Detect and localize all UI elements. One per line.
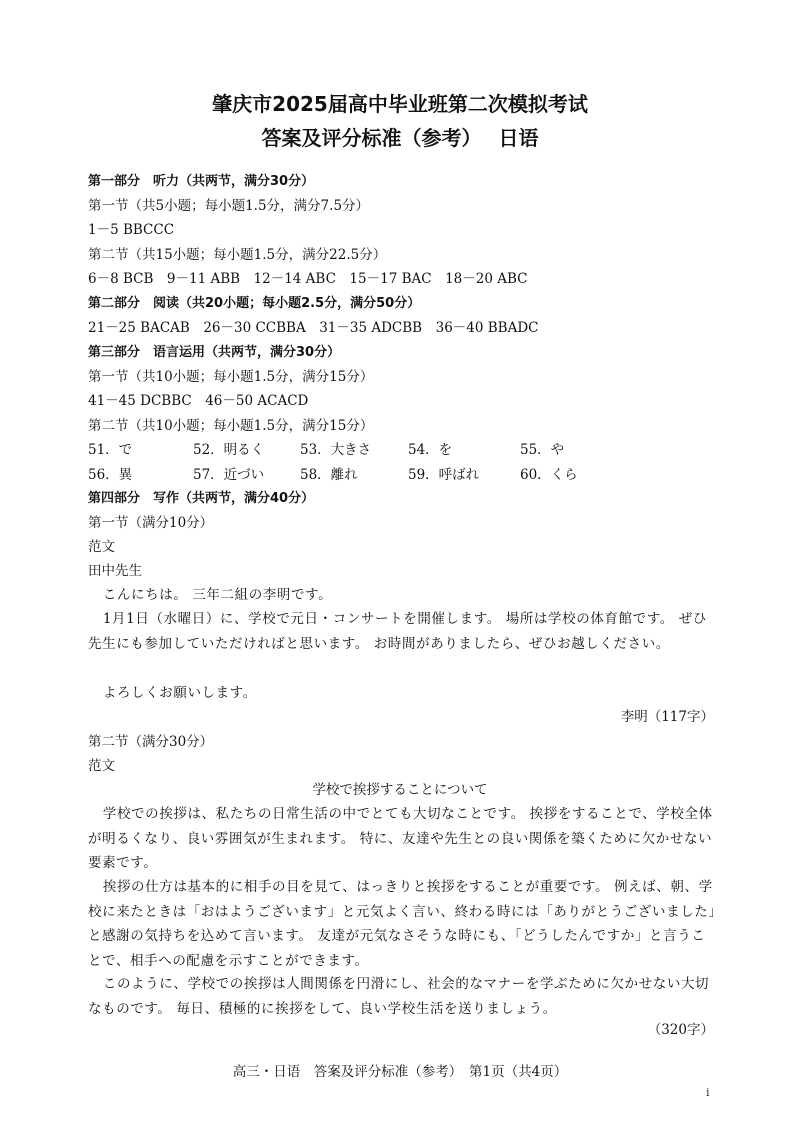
answer-item: 56．異 xyxy=(88,467,133,483)
part1-section1-title: 第一节（共5小题；每小题1.5分，满分7.5分） xyxy=(88,198,370,214)
part3-section1-title: 第一节（共10小题；每小题1.5分，满分15分） xyxy=(88,369,374,385)
part2-answers: 21－25 BACAB 26－30 CCBBA 31－35 ADCBB 36－40 BBADC xyxy=(88,320,539,336)
part3-section1-answers: 41－45 DCBBC 46－50 ACACD xyxy=(88,393,309,409)
essay-title: 学校で挨拶することについて xyxy=(312,782,488,798)
essay-paragraph: 挨拶の仕方は基本的に相手の目を見て、はっきりと挨拶をすることが重要です。 例えば、朝、学校に来たときは「おはようございます」と元気よく言い、終わる時には「ありがとうございました」と感謝の気持ちを込めて言います。 友達が元気なさそうな時にも、「どうしたんですか」と言うことで、相手への配慮を示すことができます。 xyxy=(88,879,716,969)
part1-heading: 第一部分 听力（共两节，满分30分） xyxy=(88,174,315,189)
letter-signature: 李明（117字） xyxy=(620,709,714,725)
answer-item: 58．離れ xyxy=(300,467,358,483)
sample-label: 范文 xyxy=(88,539,115,555)
letter-paragraph: 1月1日（水曜日）に、学校で元日・コンサートを開催します。 場所は学校の体育館です。 ぜひ先生にも参加していただければと思います。 お時間がありましたら、ぜひお越しください。 xyxy=(88,611,707,652)
part4-section2-title: 第二节（满分30分） xyxy=(88,734,214,750)
answer-item: 52．明るく xyxy=(193,442,265,458)
part1-section2-title: 第二节（共15小题；每小题1.5分，满分22.5分） xyxy=(88,247,387,263)
answer-item: 55．や xyxy=(520,442,565,458)
letter-salutation: 田中先生 xyxy=(88,563,142,579)
part3-heading: 第三部分 语言运用（共两节，满分30分） xyxy=(88,345,341,360)
answer-item: 51．で xyxy=(88,442,133,458)
page-subtitle: 答案及评分标准（参考） 日语 xyxy=(261,126,539,150)
letter-paragraph: こんにちは。 三年二組の李明です。 xyxy=(102,587,333,603)
part2-heading: 第二部分 阅读（共20小题；每小题2.5分，满分50分） xyxy=(88,296,421,311)
answer-item: 59．呼ばれ xyxy=(408,467,480,483)
page-footer: 高三・日语 答案及评分标准（参考） 第1页（共4页） xyxy=(232,1064,568,1080)
answer-item: 60．くら xyxy=(520,467,578,483)
sample-label: 范文 xyxy=(88,758,115,774)
corner-mark: i xyxy=(706,1086,710,1099)
essay-paragraph: このように、学校での挨拶は人間関係を円滑にし、社会的なマナーを学ぶために欠かせない大切なものです。 毎日、積極的に挨拶をして、良い学校生活を送りましょう。 xyxy=(88,976,710,1017)
part1-section1-answers: 1－5 BBCCC xyxy=(88,222,175,238)
part1-section2-answers: 6－8 BCB 9－11 ABB 12－14 ABC 15－17 BAC 18－20 ABC xyxy=(88,271,528,287)
answer-item: 57．近づい xyxy=(193,467,265,483)
part4-heading: 第四部分 写作（共两节，满分40分） xyxy=(88,491,315,506)
answer-item: 53．大きさ xyxy=(300,442,372,458)
answer-item: 54．を xyxy=(408,442,453,458)
page-title: 肇庆市2025届高中毕业班第二次模拟考试 xyxy=(212,92,588,116)
essay-character-count: （320字） xyxy=(647,1022,714,1038)
essay-paragraph: 学校での挨拶は、私たちの日常生活の中でとても大切なことです。 挨拶をすることで、学校全体が明るくなり、良い雰囲気が生まれます。 特に、友達や先生との良い関係を築くために欠かせない要素です。 xyxy=(88,806,713,871)
part3-section2-title: 第二节（共10小题；每小题1.5分，满分15分） xyxy=(88,418,374,434)
part4-section1-title: 第一节（满分10分） xyxy=(88,515,214,531)
letter-paragraph: よろしくお願いします。 xyxy=(102,685,257,701)
